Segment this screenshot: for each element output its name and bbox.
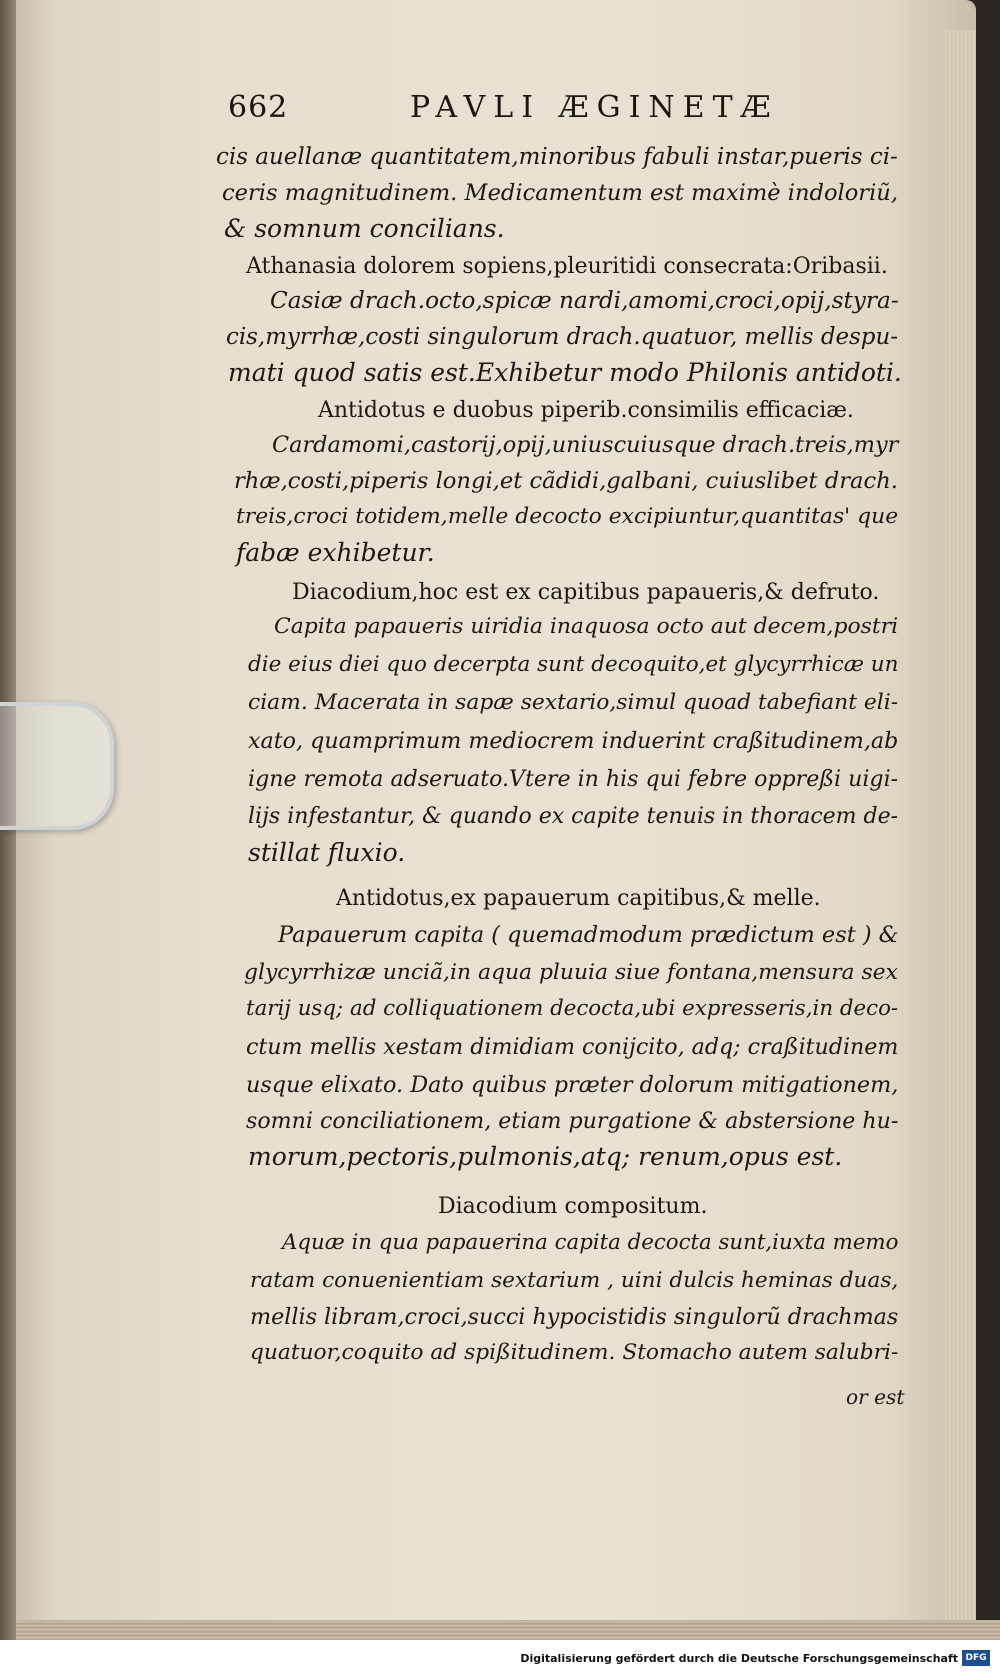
section-heading: Diacodium compositum. xyxy=(438,1194,708,1219)
page-number: 662 xyxy=(228,90,289,125)
text-line: stillat fluxio. xyxy=(248,838,406,867)
section-heading: Diacodium,hoc est ex capitibus papaueris,& defruto. xyxy=(292,580,880,605)
text-line: rhæ,costi,piperis longi,et cãdidi,galbani, cuiuslibet drach. xyxy=(234,468,898,494)
text-line: Cardamomi,castorij,opij,uniuscuiusque drach.treis,myr xyxy=(272,432,899,458)
text-line: cis,myrrhæ,costi singulorum drach.quatuor, mellis despu- xyxy=(226,324,898,350)
text-line: igne remota adseruato.Vtere in his qui febre oppreßi uigi- xyxy=(248,766,899,792)
text-line: treis,croci totidem,melle decocto excipiuntur,quantitas' que xyxy=(236,504,899,529)
running-title: PAVLI ÆGINETÆ xyxy=(410,90,779,125)
text-line: somni conciliationem, etiam purgatione & abstersione hu- xyxy=(246,1108,899,1134)
text-line: Papauerum capita ( quemadmodum prædictum est ) & xyxy=(278,922,899,948)
text-line: usque elixato. Dato quibus præter dolorum mitigationem, xyxy=(246,1072,899,1098)
text-line: fabæ exhibetur. xyxy=(236,538,435,567)
text-line: ciam. Macerata in sapæ sextario,simul quoad tabefiant eli- xyxy=(248,690,899,715)
section-heading: Antidotus,ex papauerum capitibus,& melle. xyxy=(336,886,821,911)
running-header xyxy=(228,86,788,136)
text-line: Capita papaueris uiridia inaquosa octo aut decem,postri xyxy=(274,614,899,639)
text-line: tarij usq; ad colliquationem decocta,ubi expresseris,in deco- xyxy=(246,996,899,1021)
text-line: ceris magnitudinem. Medicamentum est maximè indoloriũ, xyxy=(222,180,898,206)
text-line: ratam conuenientiam sextarium , uini dulcis heminas duas, xyxy=(250,1268,899,1293)
text-line: quatuor,coquito ad spißitudinem. Stomacho autem salubri- xyxy=(250,1340,899,1365)
text-line: morum,pectoris,pulmonis,atq; renum,opus est. xyxy=(248,1142,843,1171)
page-clip xyxy=(0,702,114,830)
text-line: die eius diei quo decerpta sunt decoquito,et glycyrrhicæ un xyxy=(248,652,899,677)
text-line: Casiæ drach.octo,spicæ nardi,amomi,croci,opij,styra- xyxy=(270,287,899,314)
text-line: glycyrrhizæ unciã,in aqua pluuia siue fontana,mensura sex xyxy=(244,960,898,985)
text-line: xato, quamprimum mediocrem induerint craßitudinem,ab xyxy=(248,728,899,754)
text-line: ctum mellis xestam dimidiam conijcito, adq; craßitudinem xyxy=(246,1034,899,1060)
text-line: mellis libram,croci,succi hypocistidis singulorũ drachmas xyxy=(250,1304,899,1330)
section-heading: Athanasia dolorem sopiens,pleuritidi consecrata:Oribasii. xyxy=(246,254,888,279)
catchword: or est xyxy=(846,1385,905,1409)
section-heading: Antidotus e duobus piperib.consimilis efficaciæ. xyxy=(318,398,854,423)
footer-credit: Digitalisierung gefördert durch die Deutsche Forschungsgemeinschaft xyxy=(520,1652,958,1665)
dfg-logo-icon: DFG xyxy=(962,1650,990,1666)
text-line: cis auellanæ quantitatem,minoribus fabuli instar,pueris ci- xyxy=(216,144,898,170)
digitization-footer xyxy=(0,1640,1000,1675)
bottom-page-stack xyxy=(16,1620,1000,1640)
text-line: mati quod satis est.Exhibetur modo Philonis antidoti. xyxy=(228,358,902,387)
text-line: & somnum concilians. xyxy=(224,214,505,243)
text-line: lijs infestantur, & quando ex capite tenuis in thoracem de- xyxy=(248,804,899,829)
text-line: Aquæ in qua papauerina capita decocta sunt,iuxta memo xyxy=(282,1230,899,1255)
right-page-stack xyxy=(942,30,976,1630)
